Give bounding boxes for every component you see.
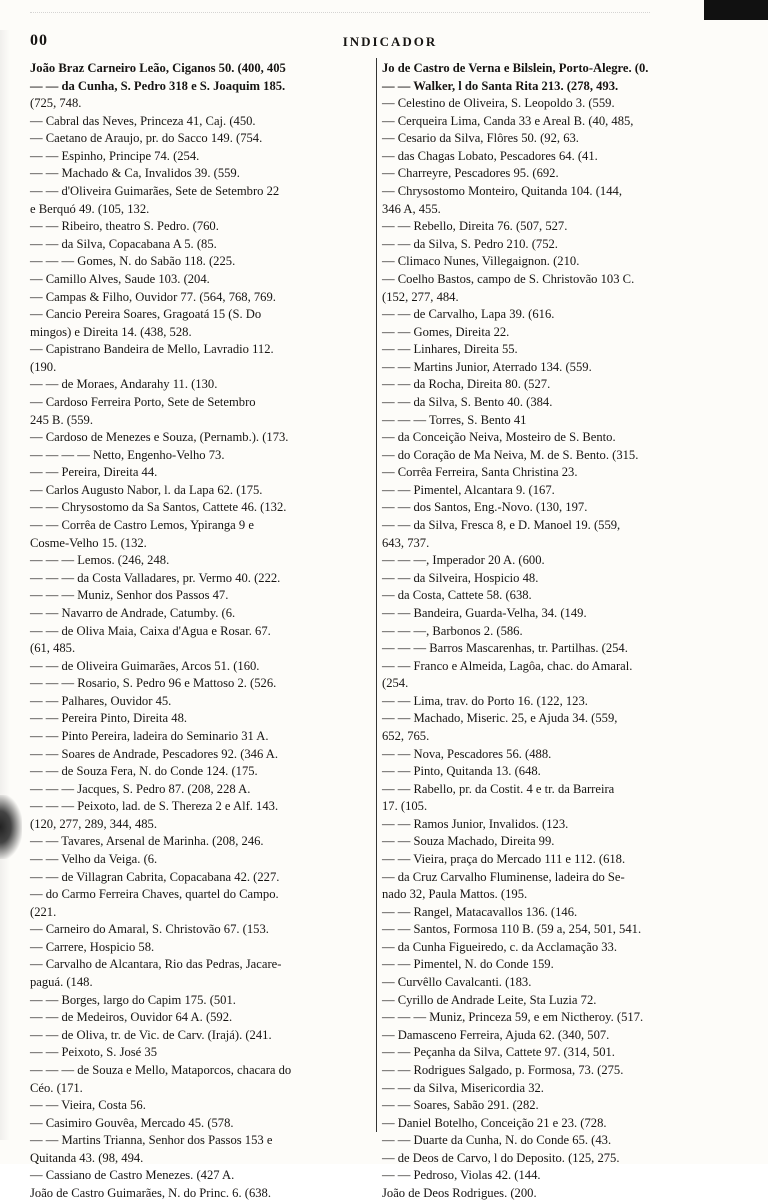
directory-entry-line: — da Cruz Carvalho Fluminense, ladeira do Se- bbox=[382, 869, 625, 884]
directory-entry-line: — — Rangel, Matacavallos 136. (146. bbox=[382, 904, 578, 919]
directory-entry-line: — Campas & Filho, Ouvidor 77. (564, 768, 769. bbox=[30, 289, 276, 304]
directory-entry-line: — — Santos, Formosa 110 B. (59 a, 254, 501, 541. bbox=[382, 922, 642, 937]
directory-entry-line: — — Peçanha da Silva, Cattete 97. (314, 501. bbox=[382, 1045, 615, 1060]
directory-entry-line: — — — Gomes, N. do Sabão 118. (225. bbox=[30, 254, 236, 269]
directory-entry-line: — — — Torres, S. Bento 41 bbox=[382, 412, 527, 427]
directory-entry-line: — — Vieira, praça do Mercado 111 e 112. (618. bbox=[382, 852, 626, 867]
directory-entry-line: — — de Moraes, Andarahy 11. (130. bbox=[30, 377, 218, 392]
directory-entry-line: (254. bbox=[382, 676, 409, 691]
directory-entry-line: — Cardoso Ferreira Porto, Sete de Setembro bbox=[30, 394, 256, 409]
directory-entry-line: — — Nova, Pescadores 56. (488. bbox=[382, 746, 552, 761]
directory-entry-line: mingos) e Direita 14. (438, 528. bbox=[30, 324, 192, 339]
directory-entry-line: — — — Lemos. (246, 248. bbox=[30, 553, 170, 568]
directory-entry-line: — — Corrêa de Castro Lemos, Ypiranga 9 e bbox=[30, 518, 254, 533]
directory-entry-line: — do Carmo Ferreira Chaves, quartel do Campo. bbox=[30, 887, 279, 902]
directory-entry-line: Cosme-Velho 15. (132. bbox=[30, 535, 147, 550]
directory-entry-line: — — — Peixoto, lad. de S. Thereza 2 e Alf. 143. bbox=[30, 799, 279, 814]
directory-entry-line: — — Borges, largo do Capim 175. (501. bbox=[30, 992, 236, 1007]
top-dotted-mark bbox=[30, 12, 650, 19]
directory-entry-line: — Cabral das Neves, Princeza 41, Caj. (450. bbox=[30, 113, 256, 128]
directory-entry-line: — — Martins Trianna, Senhor dos Passos 153 e bbox=[30, 1133, 273, 1148]
directory-entry-line: (152, 277, 484. bbox=[382, 289, 459, 304]
directory-entry-line: — Damasceno Ferreira, Ajuda 62. (340, 507. bbox=[382, 1027, 610, 1042]
directory-entry-line: — Cardoso de Menezes e Souza, (Pernamb.). (173. bbox=[30, 430, 289, 445]
directory-entry-line: — das Chagas Lobato, Pescadores 64. (41. bbox=[382, 148, 598, 163]
directory-entry-line: — Curvêllo Cavalcanti. (183. bbox=[382, 975, 532, 990]
directory-entry-line: — — Chrysostomo da Sa Santos, Cattete 46. (132. bbox=[30, 500, 287, 515]
directory-entry-line: — — da Silva, Fresca 8, e D. Manoel 19. (559, bbox=[382, 518, 621, 533]
directory-entry-line: — da Costa, Cattete 58. (638. bbox=[382, 588, 532, 603]
directory-entry-line: — Casimiro Gouvêa, Mercado 45. (578. bbox=[30, 1115, 234, 1130]
directory-entry-line: — — dos Santos, Eng.-Novo. (130, 197. bbox=[382, 500, 588, 515]
directory-entry-line: — — Franco e Almeida, Lagôa, chac. do Amaral. bbox=[382, 658, 633, 673]
directory-entry-line: 652, 765. bbox=[382, 728, 430, 743]
binding-shadow bbox=[0, 30, 10, 1140]
directory-entry-line: — — — Muniz, Senhor dos Passos 47. bbox=[30, 588, 229, 603]
directory-entry-line: Céo. (171. bbox=[30, 1080, 83, 1095]
column-divider bbox=[376, 58, 377, 1132]
directory-entry-line: 346 A, 455. bbox=[382, 201, 441, 216]
directory-entry-line: João Braz Carneiro Leão, Ciganos 50. (400, 405 bbox=[30, 61, 286, 75]
directory-entry-line: — — da Silva, Copacabana A 5. (85. bbox=[30, 236, 217, 251]
directory-entry-line: (221. bbox=[30, 904, 57, 919]
directory-entry-line: paguá. (148. bbox=[30, 975, 93, 990]
directory-entry-line: (120, 277, 289, 344, 485. bbox=[30, 816, 157, 831]
directory-entry-line: Quitanda 43. (98, 494. bbox=[30, 1150, 144, 1165]
directory-entry-line: — — Rebello, Direita 76. (507, 527. bbox=[382, 219, 568, 234]
directory-entry-line: — — — — Netto, Engenho-Velho 73. bbox=[30, 447, 225, 462]
directory-entry-line: — — — da Costa Valladares, pr. Vermo 40. (222. bbox=[30, 570, 281, 585]
directory-entry-line: — — Rabello, pr. da Costit. 4 e tr. da Barreira bbox=[382, 781, 615, 796]
directory-entry-line: — — — Rosario, S. Pedro 96 e Mattoso 2. (526. bbox=[30, 676, 277, 691]
directory-entry-line: João de Castro Guimarães, N. do Princ. 6. (638. bbox=[30, 1186, 271, 1200]
directory-entry-line: — — da Silveira, Hospicio 48. bbox=[382, 570, 539, 585]
directory-entry-line: Jo de Castro de Verna e Bilslein, Porto-Alegre. (0. bbox=[382, 61, 649, 75]
ink-blot bbox=[0, 795, 22, 859]
directory-entry-line: — — Pereira Pinto, Direita 48. bbox=[30, 711, 188, 726]
directory-entry-line: — — Pedroso, Violas 42. (144. bbox=[382, 1168, 541, 1183]
directory-entry-line: — — Soares, Sabão 291. (282. bbox=[382, 1098, 539, 1113]
directory-entry-line: — Cyrillo de Andrade Leite, Sta Luzia 72. bbox=[382, 992, 597, 1007]
directory-entry-line: — — Peixoto, S. José 35 bbox=[30, 1045, 157, 1060]
directory-entry-line: — — de Medeiros, Ouvidor 64 A. (592. bbox=[30, 1010, 233, 1025]
directory-entry-line: — — de Oliva, tr. de Vic. de Carv. (Irajá). (241. bbox=[30, 1027, 272, 1042]
directory-entry-line: — — Linhares, Direita 55. bbox=[382, 342, 518, 357]
running-title: INDICADOR bbox=[342, 34, 438, 49]
directory-entry-line: — — Lima, trav. do Porto 16. (122, 123. bbox=[382, 693, 588, 708]
directory-entry-line: — Carneiro do Amaral, S. Christovão 67. (153. bbox=[30, 922, 269, 937]
directory-entry-line: — Carrere, Hospicio 58. bbox=[30, 939, 155, 954]
directory-entry-line: — — Souza Machado, Direita 99. bbox=[382, 834, 555, 849]
directory-entry-line: João de Deos Rodrigues. (200. bbox=[382, 1186, 537, 1200]
page-number: 00 bbox=[30, 32, 48, 49]
directory-entry-line: — — Pereira, Direita 44. bbox=[30, 465, 158, 480]
directory-entry-line: — Coelho Bastos, campo de S. Christovão 103 C. bbox=[382, 271, 635, 286]
directory-entry-line: — Caetano de Araujo, pr. do Sacco 149. (754. bbox=[30, 131, 263, 146]
directory-entry-line: (190. bbox=[30, 359, 57, 374]
directory-entry-line: — — de Carvalho, Lapa 39. (616. bbox=[382, 307, 555, 322]
directory-entry-line: — — — Muniz, Princeza 59, e em Nictheroy. (517. bbox=[382, 1010, 644, 1025]
directory-entry-line: — Carvalho de Alcantara, Rio das Pedras, Jacare- bbox=[30, 957, 282, 972]
directory-entry-line: — Cesario da Silva, Flôres 50. (92, 63. bbox=[382, 131, 579, 146]
directory-entry-line: — de Deos de Carvo, l do Deposito. (125, 275. bbox=[382, 1150, 620, 1165]
directory-entry-line: — — Espinho, Principe 74. (254. bbox=[30, 148, 200, 163]
directory-entry-line: — — — de Souza e Mello, Mataporcos, chacara do bbox=[30, 1062, 292, 1077]
left-column bbox=[30, 60, 374, 1200]
directory-entry-line: 643, 737. bbox=[382, 535, 430, 550]
directory-entry-line: (725, 748. bbox=[30, 96, 82, 111]
directory-entry-line: — — Bandeira, Guarda-Velha, 34. (149. bbox=[382, 605, 587, 620]
directory-entry-line: — — de Souza Fera, N. do Conde 124. (175. bbox=[30, 764, 258, 779]
directory-entry-line: — Capistrano Bandeira de Mello, Lavradio 112. bbox=[30, 342, 274, 357]
directory-entry-line: — — de Oliveira Guimarães, Arcos 51. (160. bbox=[30, 658, 260, 673]
directory-entry-line: — Charreyre, Pescadores 95. (692. bbox=[382, 166, 559, 181]
directory-entry-line: — — Pimentel, Alcantara 9. (167. bbox=[382, 482, 555, 497]
directory-entry-line: — — da Cunha, S. Pedro 318 e S. Joaquim 185. bbox=[30, 78, 286, 93]
directory-entry-line: nado 32, Paula Mattos. (195. bbox=[382, 887, 528, 902]
directory-entry-line: — Cerqueira Lima, Canda 33 e Areal B. (40, 485, bbox=[382, 113, 634, 128]
directory-entry-line: — — da Rocha, Direita 80. (527. bbox=[382, 377, 551, 392]
directory-entry-line: — Climaco Nunes, Villegaignon. (210. bbox=[382, 254, 580, 269]
directory-entry-line: — — Duarte da Cunha, N. do Conde 65. (43. bbox=[382, 1133, 612, 1148]
directory-entry-line: — — Walker, l do Santa Rita 213. (278, 493. bbox=[382, 78, 619, 93]
directory-entry-line: — — Rodrigues Salgado, p. Formosa, 73. (275. bbox=[382, 1062, 624, 1077]
page-header bbox=[30, 32, 750, 54]
directory-entry-line: — — Tavares, Arsenal de Marinha. (208, 246. bbox=[30, 834, 264, 849]
directory-entry-line: — Celestino de Oliveira, S. Leopoldo 3. (559. bbox=[382, 96, 615, 111]
directory-entry-line: — — Vieira, Costa 56. bbox=[30, 1098, 146, 1113]
directory-entry-line: — Corrêa Ferreira, Santa Christina 23. bbox=[382, 465, 578, 480]
directory-entry-line: — — —, Barbonos 2. (586. bbox=[382, 623, 523, 638]
directory-entry-line: — — Navarro de Andrade, Catumby. (6. bbox=[30, 605, 236, 620]
directory-entry-line: — do Coração de Ma Neiva, M. de S. Bento. (315. bbox=[382, 447, 639, 462]
directory-entry-line: — — d'Oliveira Guimarães, Sete de Setembro 22 bbox=[30, 184, 280, 199]
right-column bbox=[382, 60, 748, 1200]
directory-entry-line: (61, 485. bbox=[30, 641, 76, 656]
directory-entry-line: — da Cunha Figueiredo, c. da Acclamação 33. bbox=[382, 939, 618, 954]
directory-entry-line: — Daniel Botelho, Conceição 21 e 23. (728. bbox=[382, 1115, 607, 1130]
corner-tab-mark bbox=[704, 0, 768, 20]
directory-entry-line: — — Machado & Ca, Invalidos 39. (559. bbox=[30, 166, 240, 181]
directory-entry-line: — — — Jacques, S. Pedro 87. (208, 228 A. bbox=[30, 781, 251, 796]
directory-entry-line: — — Pinto Pereira, ladeira do Seminario 31 A. bbox=[30, 728, 269, 743]
directory-entry-line: — — da Silva, S. Pedro 210. (752. bbox=[382, 236, 558, 251]
directory-entry-line: — da Conceição Neiva, Mosteiro de S. Bento. bbox=[382, 430, 616, 445]
directory-entry-line: — — —, Imperador 20 A. (600. bbox=[382, 553, 545, 568]
directory-entry-line: — — da Silva, S. Bento 40. (384. bbox=[382, 394, 553, 409]
directory-entry-line: — Cancio Pereira Soares, Gragoatá 15 (S. Do bbox=[30, 307, 262, 322]
directory-entry-line: — — Soares de Andrade, Pescadores 92. (346 A. bbox=[30, 746, 278, 761]
directory-entry-line: e Berquó 49. (105, 132. bbox=[30, 201, 150, 216]
directory-entry-line: — — Gomes, Direita 22. bbox=[382, 324, 510, 339]
directory-entry-line: — — da Silva, Misericordia 32. bbox=[382, 1080, 544, 1095]
directory-entry-line: — Chrysostomo Monteiro, Quitanda 104. (144, bbox=[382, 184, 622, 199]
directory-entry-line: — Cassiano de Castro Menezes. (427 A. bbox=[30, 1168, 235, 1183]
directory-entry-line: — — Pinto, Quitanda 13. (648. bbox=[382, 764, 541, 779]
directory-entry-line: — Camillo Alves, Saude 103. (204. bbox=[30, 271, 210, 286]
directory-entry-line: — — Ribeiro, theatro S. Pedro. (760. bbox=[30, 219, 219, 234]
directory-entry-line: — — Velho da Veiga. (6. bbox=[30, 852, 158, 867]
directory-entry-line: — — — Barros Mascarenhas, tr. Partilhas. (254. bbox=[382, 641, 628, 656]
directory-entry-line: — — Machado, Miseric. 25, e Ajuda 34. (559, bbox=[382, 711, 618, 726]
directory-entry-line: — — Martins Junior, Aterrado 134. (559. bbox=[382, 359, 592, 374]
directory-entry-line: — — de Villagran Cabrita, Copacabana 42. (227. bbox=[30, 869, 280, 884]
directory-entry-line: — — Pimentel, N. do Conde 159. bbox=[382, 957, 554, 972]
directory-entry-line: — — Palhares, Ouvidor 45. bbox=[30, 693, 172, 708]
directory-entry-line: — Carlos Augusto Nabor, l. da Lapa 62. (175. bbox=[30, 482, 263, 497]
directory-entry-line: — — Ramos Junior, Invalidos. (123. bbox=[382, 816, 569, 831]
directory-entry-line: 17. (105. bbox=[382, 799, 428, 814]
directory-entry-line: 245 B. (559. bbox=[30, 412, 93, 427]
directory-entry-line: — — de Oliva Maia, Caixa d'Agua e Rosar. 67. bbox=[30, 623, 271, 638]
